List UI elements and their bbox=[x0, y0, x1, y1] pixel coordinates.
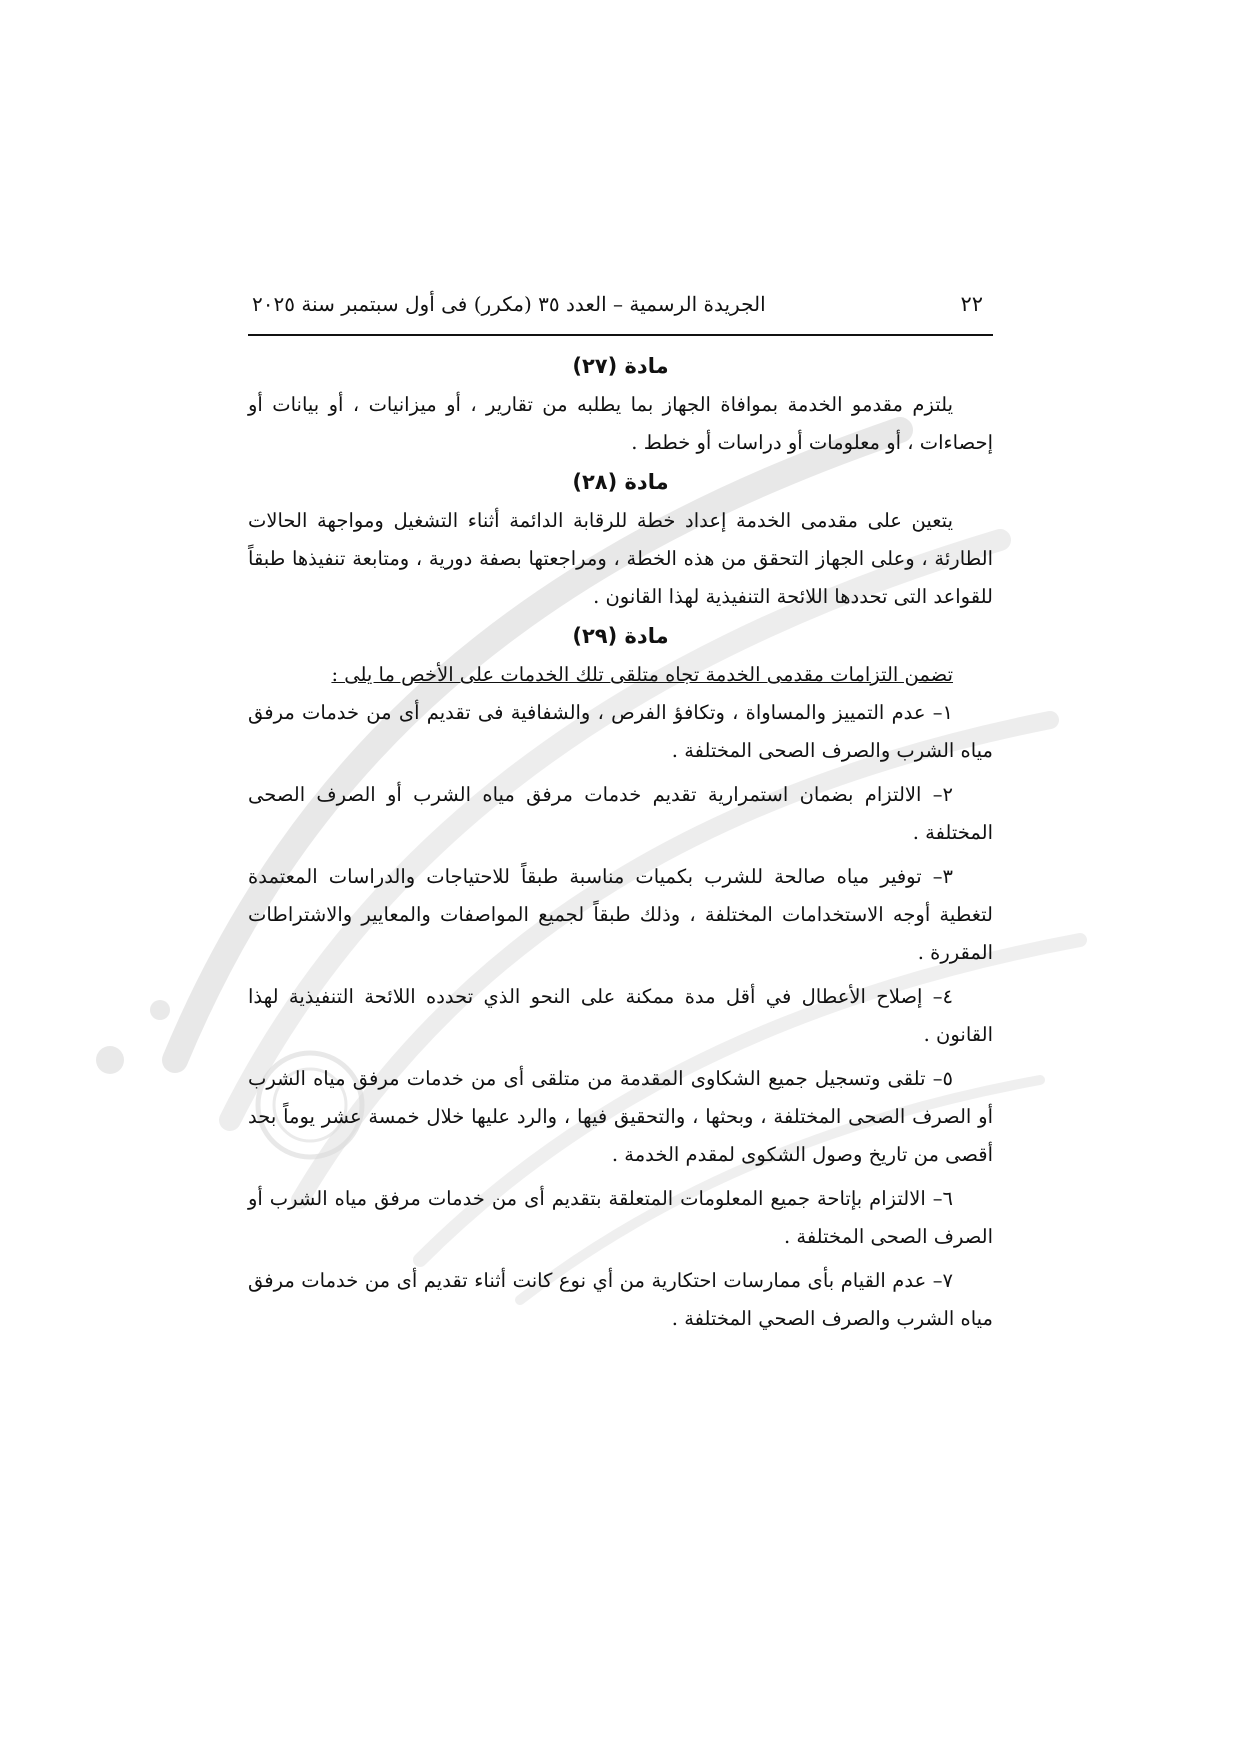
article-29-item-1: ١– عدم التمييز والمساواة ، وتكافؤ الفرص ، والشفافية فى تقديم أى من خدمات مرفق مياه الشرب والصرف الصحى المختلفة . bbox=[248, 701, 993, 762]
article-29-item-3: ٣– توفير مياه صالحة للشرب بكميات مناسبة طبقاً للاحتياجات والدراسات المعتمدة لتغطية أوجه الاستخدامات المختلفة ، وذلك طبقاً لجميع المواصفات والمعايير والاشتراطات المقررة . bbox=[248, 865, 993, 964]
publication-title: الجريدة الرسمية – العدد ٣٥ (مكرر) فى أول سبتمبر سنة ٢٠٢٥ bbox=[252, 292, 766, 316]
article-29-item-2: ٢– الالتزام بضمان استمرارية تقديم خدمات مرفق مياه الشرب أو الصرف الصحى المختلفة . bbox=[248, 783, 993, 844]
header-rule bbox=[248, 334, 993, 336]
article-29-item-6: ٦– الالتزام بإتاحة جميع المعلومات المتعلقة بتقديم أى من خدمات مرفق مياه الشرب أو الصرف الصحى المختلفة . bbox=[248, 1187, 993, 1248]
page-header bbox=[248, 285, 993, 323]
article-28-text: يتعين على مقدمى الخدمة إعداد خطة للرقابة الدائمة أثناء التشغيل ومواجهة الحالات الطارئة ، وعلى الجهاز التحقق من هذه الخطة ، ومراجعتها بصفة دورية ، ومتابعة تنفيذها طبقاً للقواعد التى تحددها اللائحة التنفيذية لهذا القانون . bbox=[248, 509, 993, 608]
article-29-intro-text: تضمن التزامات مقدمى الخدمة تجاه متلقى تلك الخدمات على الأخص ما يلى : bbox=[331, 663, 953, 686]
article-29-item-5: ٥– تلقى وتسجيل جميع الشكاوى المقدمة من متلقى أى من خدمات مرفق مياه الشرب أو الصرف الصحى المختلفة ، وبحثها ، والتحقيق فيها ، والرد عليها خلال خمسة عشر يوماً بحد أقصى من تاريخ وصول الشكوى لمقدم الخدمة . bbox=[248, 1067, 993, 1166]
page-number: ٢٢ bbox=[960, 292, 983, 316]
article-27-title: مادة (٢٧) bbox=[572, 354, 669, 378]
article-29-item-4: ٤– إصلاح الأعطال في أقل مدة ممكنة على النحو الذي تحدده اللائحة التنفيذية لهذا القانون . bbox=[248, 985, 993, 1046]
document-page bbox=[248, 285, 993, 1344]
article-29-item-7: ٧– عدم القيام بأى ممارسات احتكارية من أي نوع كانت أثناء تقديم أى من خدمات مرفق مياه الشرب والصرف الصحي المختلفة . bbox=[248, 1269, 993, 1330]
article-28-title: مادة (٢٨) bbox=[572, 470, 669, 494]
article-29-intro bbox=[248, 656, 993, 694]
article-27-text: يلتزم مقدمو الخدمة بموافاة الجهاز بما يطلبه من تقارير ، أو ميزانيات ، أو بيانات أو إحصاءات ، أو معلومات أو دراسات أو خطط . bbox=[248, 393, 993, 454]
article-29-title: مادة (٢٩) bbox=[572, 624, 669, 648]
